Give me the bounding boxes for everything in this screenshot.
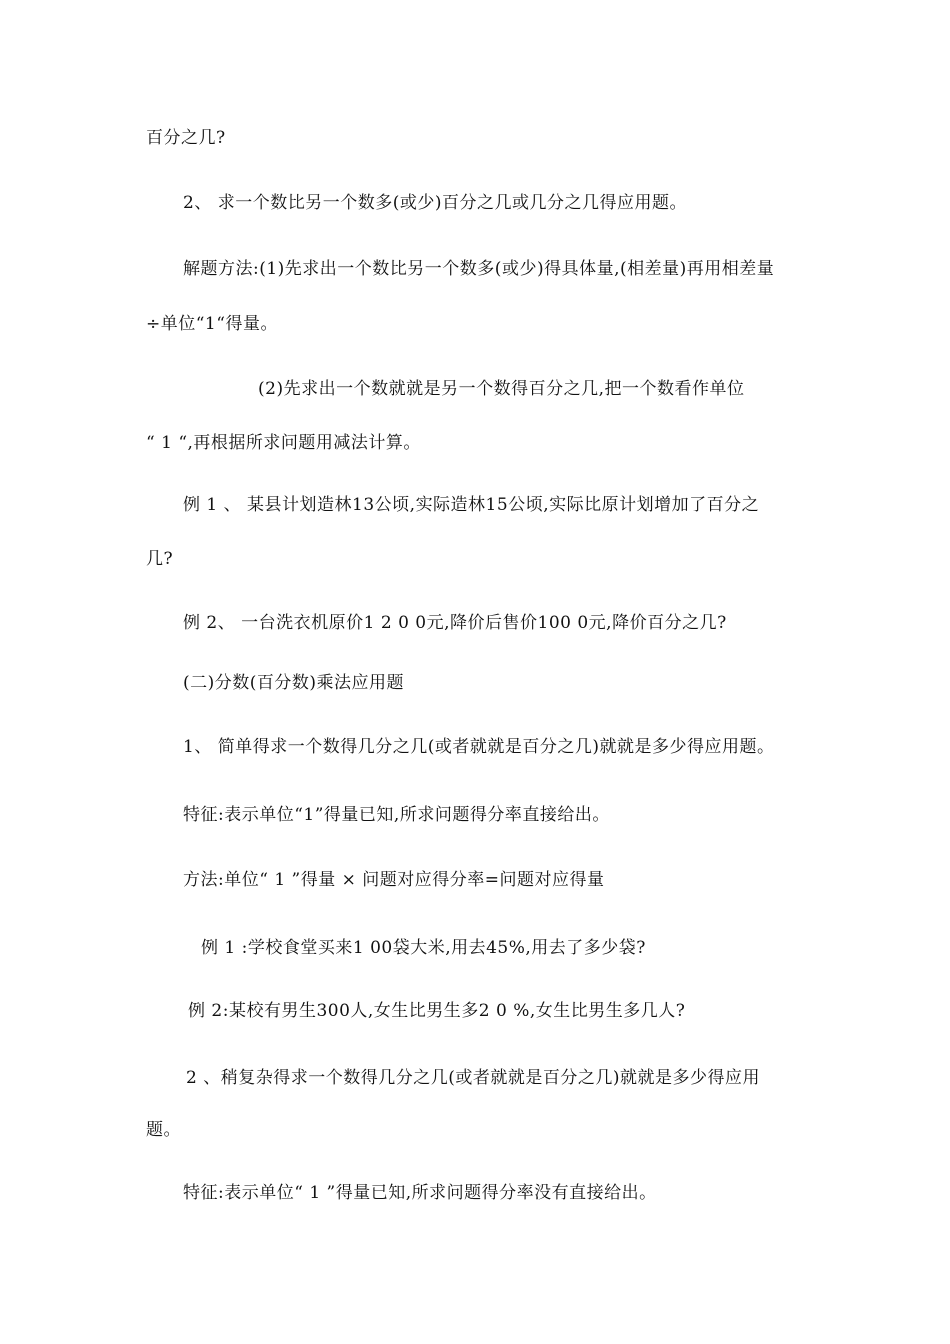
text-line: “ 1 “,再根据所求问题用减法计算。 [146,433,421,453]
example-line: 例 2、 一台洗衣机原价1 2 0 0元,降价后售价100 0元,降价百分之几? [183,613,727,633]
section-heading: (二)分数(百分数)乘法应用题 [183,673,405,693]
section-heading: 1、 简单得求一个数得几分之几(或者就就是百分之几)就就是多少得应用题。 [183,737,775,757]
section-heading: 2 、稍复杂得求一个数得几分之几(或者就就是百分之几)就就是多少得应用 [186,1068,760,1088]
text-line: ÷单位“1“得量。 [146,314,278,334]
text-line: 特征:表示单位“ 1 ”得量已知,所求问题得分率没有直接给出。 [183,1183,657,1203]
text-line: (2)先求出一个数就就是另一个数得百分之几,把一个数看作单位 [258,379,745,399]
text-line: 解题方法:(1)先求出一个数比另一个数多(或少)得具体量,(相差量)再用相差量 [183,259,775,279]
text-line: 题。 [146,1120,181,1140]
example-line: 例 1 、 某县计划造林13公顷,实际造林15公顷,实际比原计划增加了百分之 [183,495,760,515]
text-line: 几? [146,549,174,569]
example-line: 例 1 :学校食堂买来1 00袋大米,用去45%,用去了多少袋? [201,938,646,958]
example-line: 例 2:某校有男生300人,女生比男生多2 0 %,女生比男生多几人? [188,1001,686,1021]
text-line: 百分之几? [146,128,226,148]
formula-line: 方法:单位“ 1 ”得量 × 问题对应得分率=问题对应得量 [183,870,605,890]
section-heading: 2、 求一个数比另一个数多(或少)百分之几或几分之几得应用题。 [183,193,687,213]
text-line: 特征:表示单位“1”得量已知,所求问题得分率直接给出。 [183,805,610,825]
